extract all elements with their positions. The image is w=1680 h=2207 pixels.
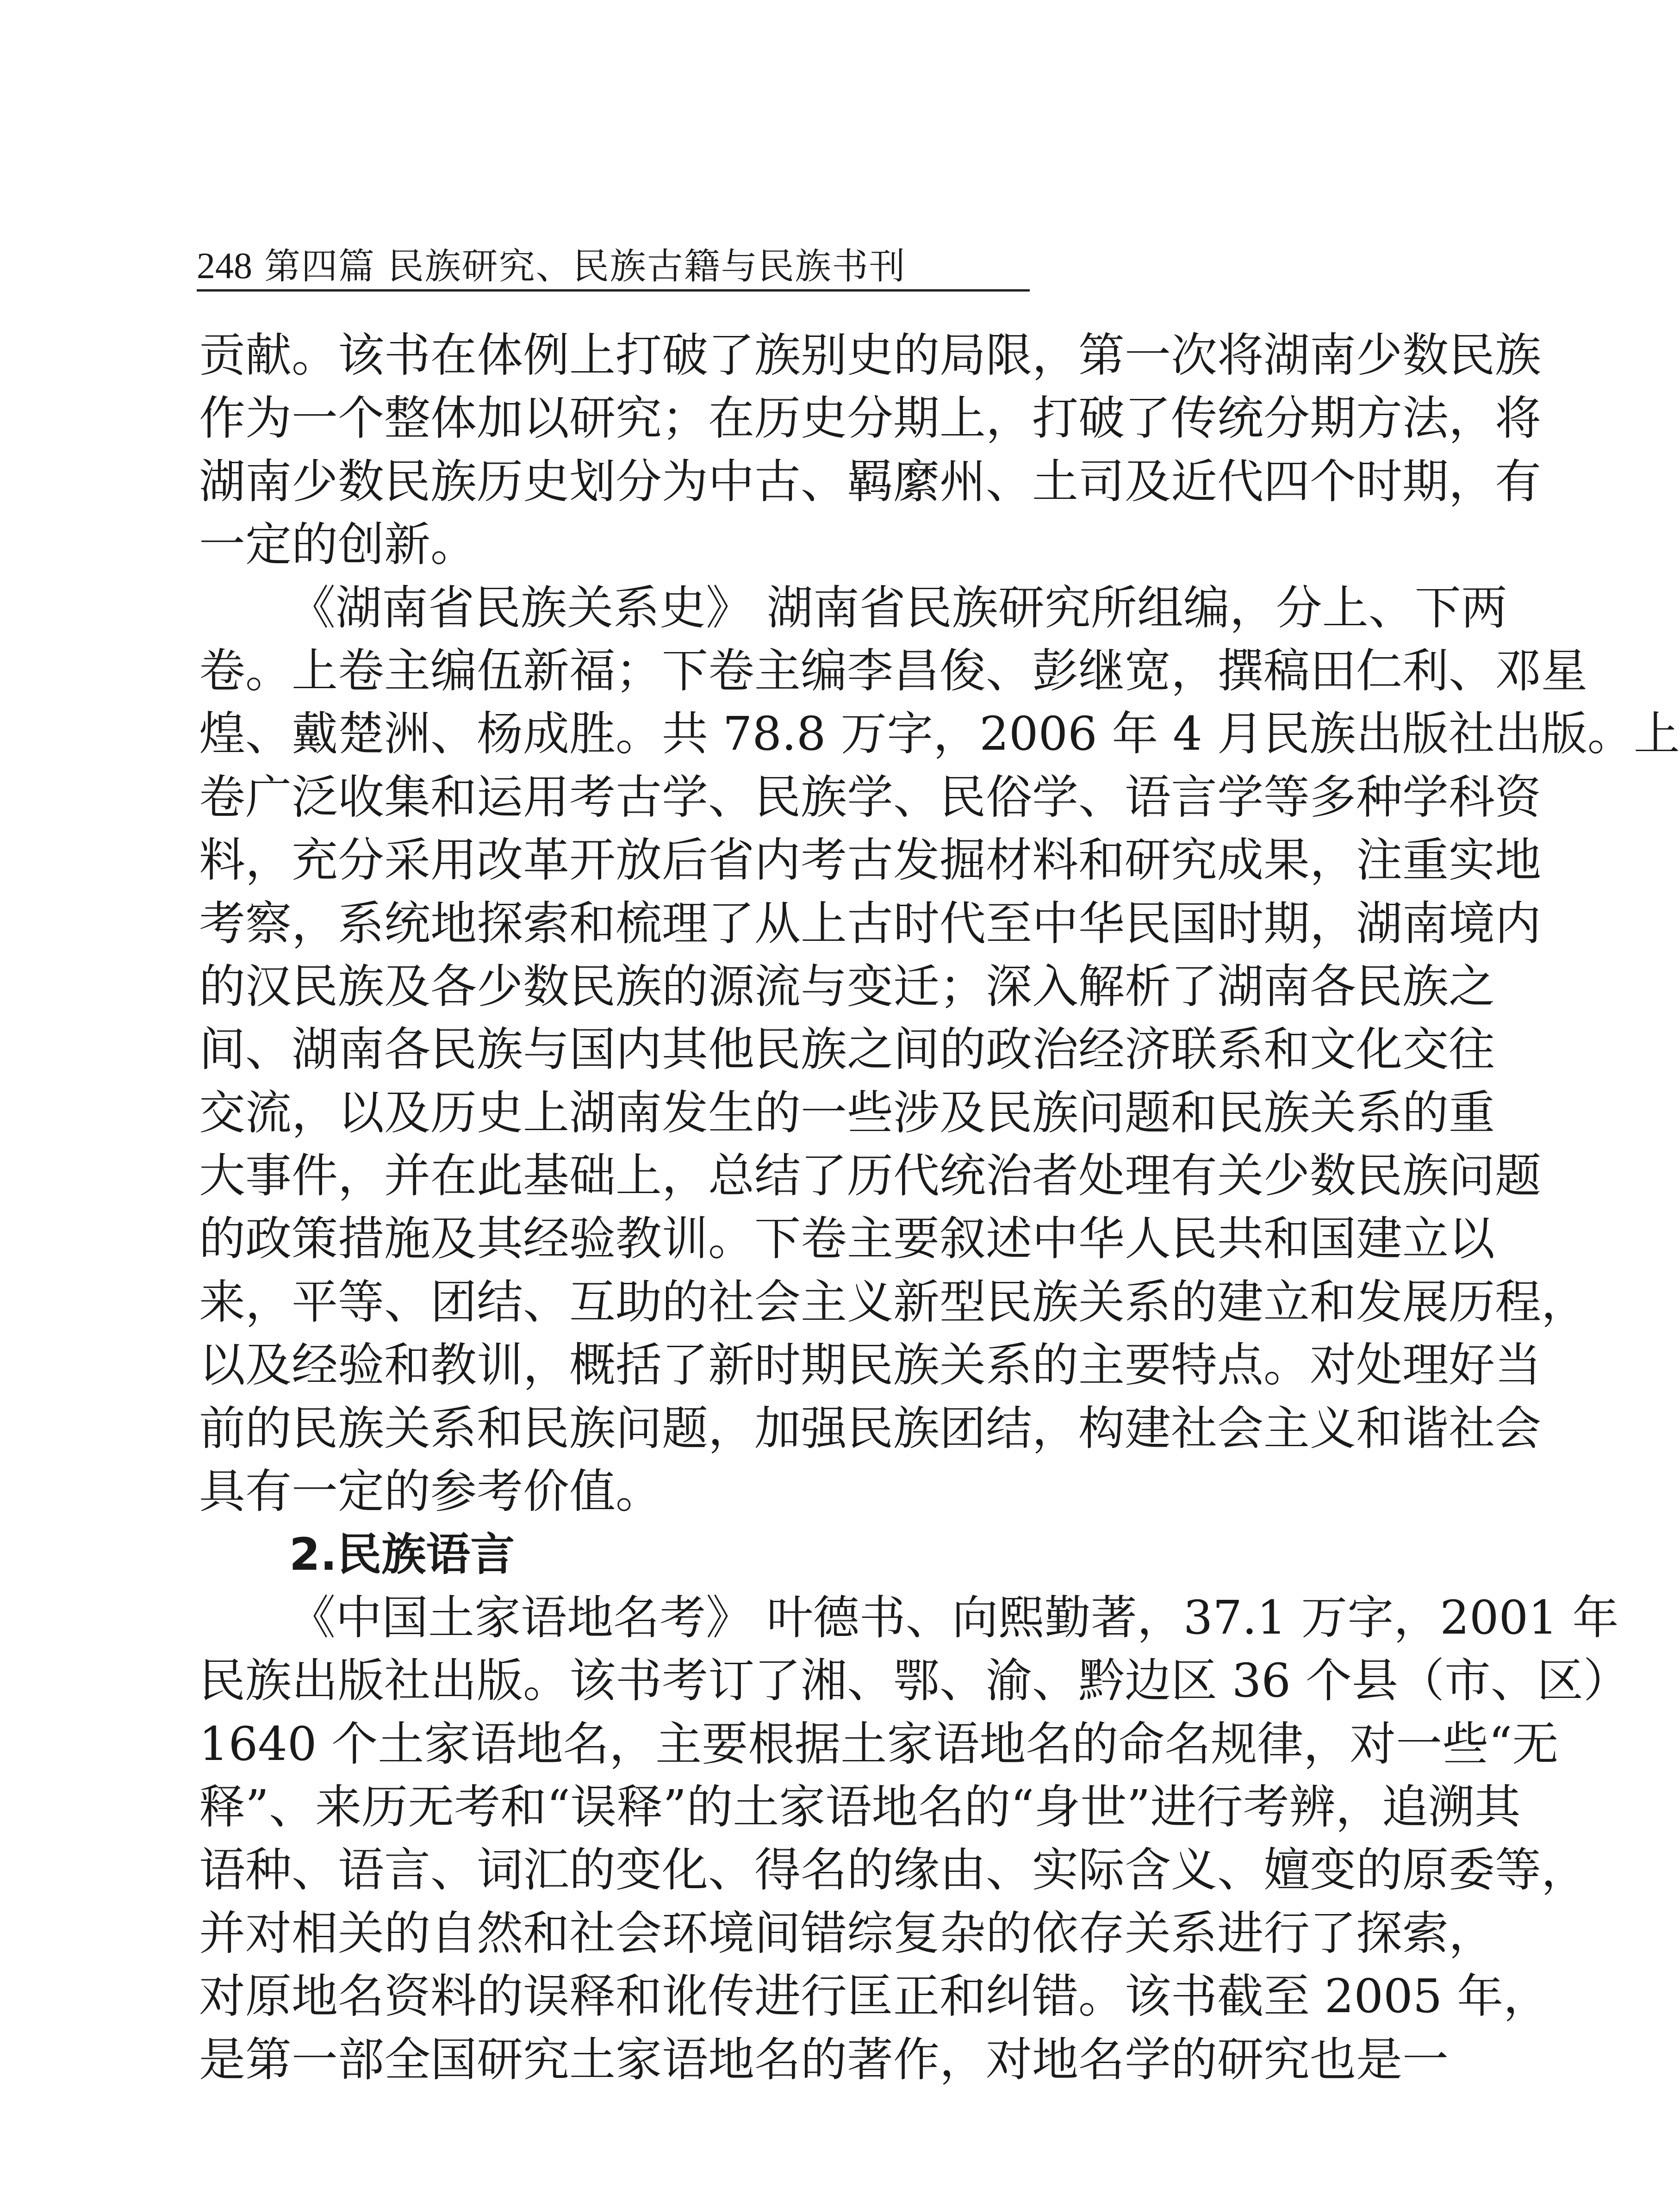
body-text [199, 324, 1680, 2091]
text-line: 煌、戴楚洲、杨成胜。共 78.8 万字，2006 年 4 月民族出版社出版。上 [199, 707, 1680, 761]
running-header-title: 第四篇 民族研究、民族古籍与民族书刊 [264, 246, 906, 287]
text-line: 的汉民族及各少数民族的源流与变迁；深入解析了湖南各民族之 [199, 959, 1495, 1013]
text-line: 以及经验和教训，概括了新时期民族关系的主要特点。对处理好当 [199, 1338, 1541, 1393]
text-line: 民族出版社出版。该书考订了湘、鄂、渝、黔边区 36 个县（市、区） [199, 1654, 1630, 1708]
text-line: 具有一定的参考价值。 [199, 1464, 662, 1519]
text-line: 对原地名资料的误释和讹传进行匡正和纠错。该书截至 2005 年， [199, 1969, 1550, 2024]
text-line: 考察，系统地探索和梳理了从上古时代至中华民国时期，湖南境内 [199, 896, 1541, 951]
text-line: 间、湖南各民族与国内其他民族之间的政治经济联系和文化交往 [199, 1022, 1495, 1077]
text-line: 湖南少数民族历史划分为中古、羁縻州、土司及近代四个时期，有 [199, 454, 1541, 509]
text-line: 一定的创新。 [199, 517, 477, 572]
text-line: 释”、来历无考和“误释”的土家语地名的“身世”进行考辨，追溯其 [199, 1779, 1521, 1834]
text-line: 并对相关的自然和社会环境间错综复杂的依存关系进行了探索， [199, 1906, 1495, 1960]
page-header [197, 241, 1030, 292]
text-line: 1640 个土家语地名，主要根据土家语地名的命名规律，对一些“无 [199, 1716, 1559, 1771]
text-line: 《中国土家语地名考》 叶德书、向熙勤著，37.1 万字，2001 年 [289, 1590, 1619, 1645]
text-line: 来，平等、团结、互助的社会主义新型民族关系的建立和发展历程， [199, 1274, 1587, 1329]
text-line: 《湖南省民族关系史》 湖南省民族研究所组编，分上、下两 [289, 580, 1507, 635]
text-line: 作为一个整体加以研究；在历史分期上，打破了传统分期方法，将 [199, 391, 1541, 446]
text-line: 的政策措施及其经验教训。下卷主要叙述中华人民共和国建立以 [199, 1212, 1495, 1266]
text-line: 卷。上卷主编伍新福；下卷主编李昌俊、彭继宽，撰稿田仁利、邓星 [199, 643, 1587, 698]
text-line: 大事件，并在此基础上，总结了历代统治者处理有关少数民族问题 [199, 1149, 1541, 1203]
text-line: 料，充分采用改革开放后省内考古发掘材料和研究成果，注重实地 [199, 833, 1541, 888]
text-line: 是第一部全国研究土家语地名的著作，对地名学的研究也是一 [199, 2032, 1449, 2087]
text-line: 卷广泛收集和运用考古学、民族学、民俗学、语言学等多种学科资 [199, 770, 1541, 824]
section-heading: 2.民族语言 [289, 1529, 515, 1581]
page-number: 248 [197, 246, 252, 286]
text-line: 贡献。该书在体例上打破了族别史的局限，第一次将湖南少数民族 [199, 328, 1541, 382]
text-line: 交流，以及历史上湖南发生的一些涉及民族问题和民族关系的重 [199, 1085, 1495, 1140]
text-line: 前的民族关系和民族问题，加强民族团结，构建社会主义和谐社会 [199, 1401, 1541, 1455]
text-line: 语种、语言、词汇的变化、得名的缘由、实际含义、嬗变的原委等， [199, 1843, 1587, 1897]
